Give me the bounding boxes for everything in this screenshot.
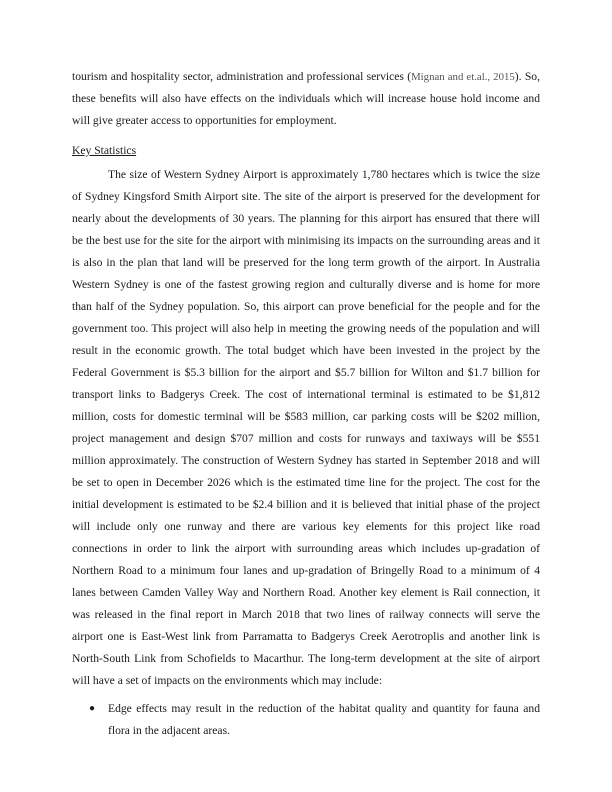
section-heading: Key Statistics — [72, 144, 137, 157]
document-page — [72, 66, 540, 742]
bullet-icon: ● — [89, 703, 96, 714]
bullet-list — [72, 698, 540, 742]
intro-text-after: ). So, these benefits will also have effects on the individuals which will increase house hold income and will give greater access to opportunities for employment. — [72, 70, 540, 127]
list-item — [72, 698, 540, 742]
citation: Mignan and et.al., 2015 — [411, 71, 515, 83]
bullet-text: Edge effects may result in the reduction of the habitat quality and quantity for fauna and flora in the adjacent areas. — [108, 702, 540, 737]
main-paragraph: The size of Western Sydney Airport is approximately 1,780 hectares which is twice the size of Sydney Kingsford Smith Airport site. The site of the airport is preserved for the development for nearly about the developments of 30 years. The planning for this airport has ensured that there will be the best use for the site for the airport with minimising its impacts on the surrounding areas and it is also in the plan that land will be preserved for the long term growth of the airport. In Australia Western Sydney is one of the fastest growing region and culturally diverse and is home for more than half of the Sydney population. So, this airport can prove beneficial for the people and for the government too. This project will also help in meeting the growing needs of the population and will result in the economic growth. The total budget which have been invested in the project by the Federal Government is $5.3 billion for the airport and $5.7 billion for Wilton and $1.7 billion for transport links to Badgerys Creek. The cost of international terminal is estimated to be $1,812 million, costs for domestic terminal will be $583 million, car parking costs will be $202 million, project management and design $707 million and costs for runways and taxiways will be $551 million approximately. The construction of Western Sydney has started in September 2018 and will be set to open in December 2026 which is the estimated time line for the project. The cost for the initial development is estimated to be $2.4 billion and it is believed that initial phase of the project will include only one runway and there are various key elements for this project like road connections in order to link the airport with surrounding areas which includes up-gradation of Northern Road to a minimum four lanes and up-gradation of Bringelly Road to a minimum of 4 lanes between Camden Valley Way and Northern Road. Another key element is Rail connection, it was released in the final report in March 2018 that two lines of railway connects will serve the airport one is East-West link from Parramatta to Badgerys Creek Aerotroplis and another link is North-South Link from Schofields to Macarthur. The long-term development at the site of airport will have a set of impacts on the environments which may include: — [72, 168, 540, 687]
intro-text-before: tourism and hospitality sector, administration and professional services ( — [72, 70, 412, 83]
intro-paragraph — [72, 66, 540, 132]
